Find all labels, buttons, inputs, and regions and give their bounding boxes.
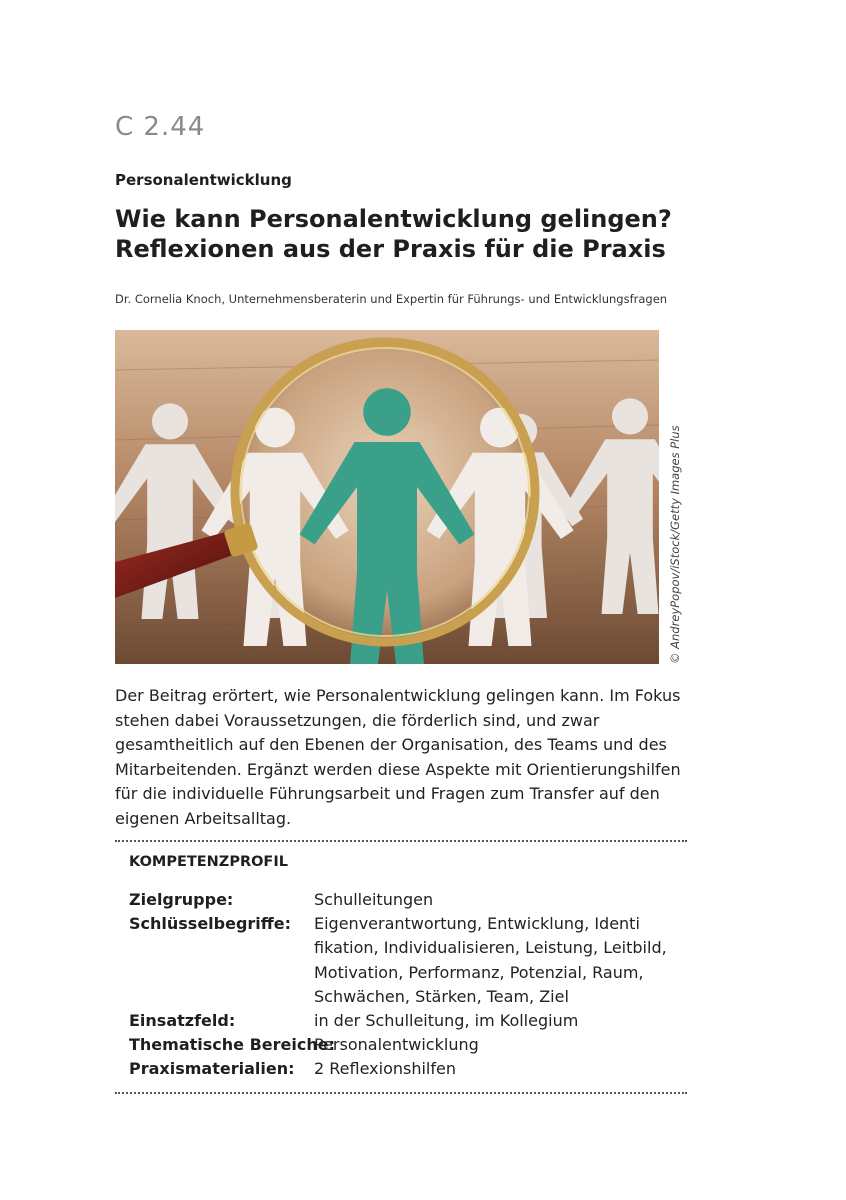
kp-label: Einsatzfeld:	[129, 1011, 236, 1031]
kp-row-praxismaterialien	[129, 1057, 689, 1081]
kp-label: Praxismaterialien:	[129, 1059, 295, 1079]
kp-label: Schlüsselbegriffe:	[129, 914, 291, 934]
kp-label: Zielgruppe:	[129, 890, 234, 909]
bottom-dotted-divider	[115, 1092, 687, 1094]
top-dotted-divider	[115, 840, 687, 842]
kp-row-thematische-bereiche	[129, 1033, 689, 1057]
kompetenzprofil-table	[129, 888, 689, 1082]
article-code: C 2.44	[115, 112, 206, 142]
author-line: Dr. Cornelia Knoch, Unternehmensberaterin und Expertin für Führungs- und Entwicklungsfragen	[115, 292, 668, 306]
kp-value: Personalentwicklung	[314, 1035, 479, 1055]
photo-credit: © AndreyPopov/iStock/Getty Images Plus	[668, 425, 682, 664]
kp-value: in der Schulleitung, im Kollegium	[314, 1011, 579, 1031]
title-line-2: Reflexionen aus der Praxis für die Praxis	[115, 235, 666, 263]
kp-row-schluesselbegriffe	[129, 912, 689, 1009]
kompetenzprofil-heading: KOMPETENZPROFIL	[129, 854, 288, 870]
magnifier-photo	[115, 330, 659, 664]
kp-row-einsatzfeld	[129, 1009, 689, 1033]
photo-illustration	[115, 330, 659, 664]
title-line-1: Wie kann Personalentwicklung gelingen?	[115, 205, 672, 233]
kp-value: Eigenverantwortung, Entwicklung, Identi fikation, Individualisieren, Leistung, Leitbild, Motivation, Performanz, Potenzial, Raum, Schwächen, Stärken, Team, Ziel	[314, 914, 667, 1006]
kp-value: 2 Reflexionshilfen	[314, 1059, 456, 1079]
kp-label: Thematische Bereiche:	[129, 1035, 335, 1055]
article-title	[115, 204, 755, 264]
section-label: Personalentwicklung	[115, 171, 292, 189]
abstract-text: Der Beitrag erörtert, wie Personalentwicklung gelingen kann. Im Fokus stehen dabei Voraussetzungen, die förderlich sind, und zwar gesamtheitlich auf den Ebenen der Organisation, des Teams und des Mitarbeitenden. Ergänzt werden diese Aspekte mit Orientierungshilfen für die individuelle Führungsarbeit und Fragen zum Transfer auf den eigenen Arbeitsalltag.	[115, 686, 681, 828]
kp-value: Schulleitungen	[314, 890, 434, 909]
kp-row-zielgruppe	[129, 888, 689, 912]
